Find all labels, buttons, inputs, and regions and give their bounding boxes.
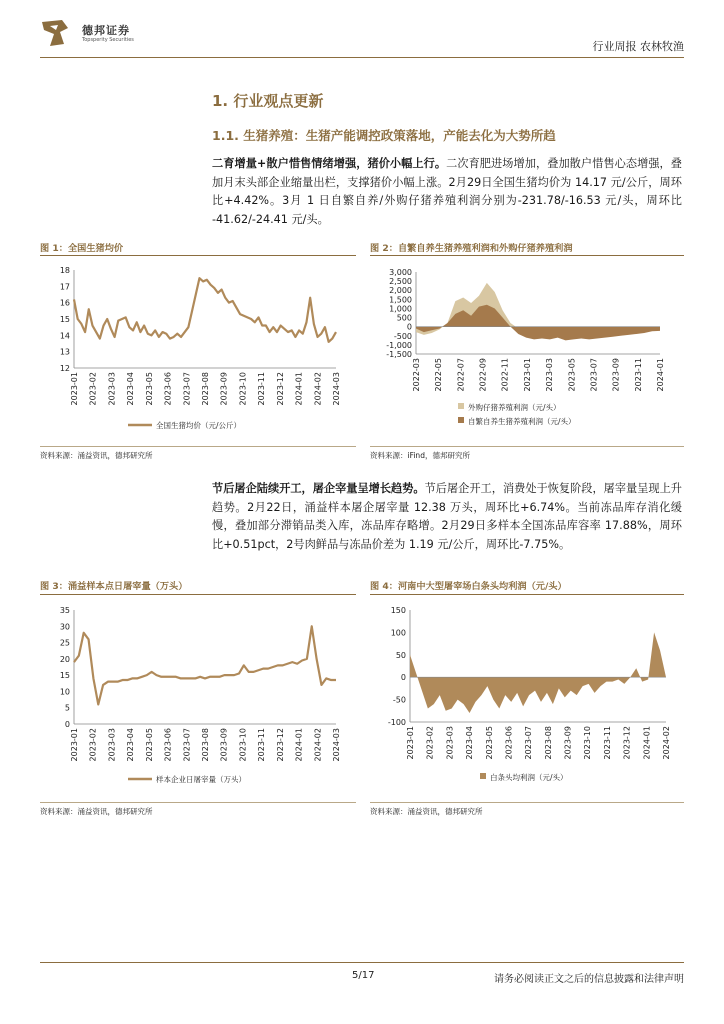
series-area — [410, 632, 666, 713]
fig1-bottom-rule — [40, 446, 356, 447]
x-tick-label: 2023-01 — [522, 358, 532, 392]
x-tick-label: 2024-01 — [656, 358, 665, 392]
x-tick-label: 2024-02 — [662, 726, 671, 760]
fig4-top-rule — [370, 594, 684, 595]
legend-label: 自繁自养生猪养殖利润（元/头） — [468, 417, 576, 426]
x-tick-label: 2023-08 — [543, 726, 553, 760]
y-tick-label: 12 — [59, 364, 70, 373]
y-tick-label: 50 — [395, 650, 406, 660]
footer-disclaimer: 请务必阅读正文之后的信息披露和法律声明 — [494, 974, 684, 985]
legend-label: 外购仔猪养殖利润（元/头） — [468, 403, 561, 412]
y-tick-label: 15 — [59, 315, 70, 324]
y-tick-label: -100 — [387, 718, 406, 727]
x-tick-label: 2023-01 — [406, 726, 415, 760]
fig4-source: 资料来源：涌益资讯，德邦研究所 — [370, 807, 483, 816]
x-tick-label: 2023-01 — [70, 372, 79, 406]
x-tick-label: 2024-02 — [313, 372, 323, 406]
fig4-title: 图 4：河南中大型屠宰场白条头均利润（元/头） — [370, 581, 567, 592]
x-tick-label: 2023-02 — [88, 728, 98, 762]
x-tick-label: 2022-03 — [412, 358, 421, 392]
x-tick-label: 2023-03 — [445, 726, 455, 760]
company-name: 德邦证券 — [82, 24, 130, 37]
y-tick-label: 14 — [59, 331, 70, 341]
x-tick-label: 2023-08 — [201, 728, 210, 762]
header-divider — [40, 57, 684, 58]
y-tick-label: 2,000 — [389, 286, 412, 296]
x-tick-label: 2023-05 — [567, 358, 577, 392]
fig3-source: 资料来源：涌益资讯，德邦研究所 — [40, 807, 153, 816]
x-tick-label: 2023-05 — [144, 372, 154, 406]
y-tick-label: 35 — [59, 606, 70, 615]
series-line — [74, 278, 336, 342]
x-tick-label: 2023-04 — [126, 728, 136, 762]
y-tick-label: 0 — [406, 322, 412, 332]
x-tick-label: 2023-05 — [144, 728, 154, 762]
section-title: 1. 行业观点更新 — [212, 92, 324, 110]
x-tick-label: 2023-03 — [545, 358, 555, 392]
x-tick-label: 2023-11 — [257, 728, 267, 762]
paragraph-2-lead: 节后屠企陆续开工，屠企宰量呈增长趋势。 — [212, 482, 425, 495]
x-tick-label: 2024-01 — [294, 728, 304, 762]
y-tick-label: 15 — [59, 671, 70, 681]
x-tick-label: 2023-05 — [484, 726, 494, 760]
fig2-chart — [370, 258, 684, 440]
x-tick-label: 2023-10 — [238, 728, 248, 762]
x-tick-label: 2022-09 — [478, 358, 488, 392]
y-tick-label: 1,500 — [389, 295, 412, 305]
paragraph-1-lead: 二育增量+散户惜售情绪增强，猪价小幅上行。 — [212, 157, 447, 170]
fig4-bottom-rule — [370, 802, 684, 803]
y-tick-label: 5 — [64, 703, 70, 713]
y-tick-label: 3,000 — [389, 268, 412, 277]
legend-swatch — [458, 403, 464, 409]
x-tick-label: 2023-11 — [257, 372, 267, 406]
fig3-chart — [40, 598, 356, 794]
paragraph-2 — [212, 480, 682, 554]
y-tick-label: 20 — [59, 654, 70, 664]
x-tick-label: 2022-07 — [456, 358, 466, 392]
section-subtitle: 1.1. 生猪养殖：生猪产能调控政策落地，产能去化为大势所趋 — [212, 128, 556, 143]
fig2-top-rule — [370, 255, 684, 256]
y-tick-label: 17 — [59, 282, 70, 292]
x-tick-label: 2023-10 — [238, 372, 248, 406]
x-tick-label: 2023-08 — [201, 372, 210, 406]
footer-divider — [40, 962, 684, 963]
y-tick-label: -500 — [393, 331, 412, 341]
y-tick-label: 0 — [400, 673, 406, 683]
legend-label: 全国生猪均价（元/公斤） — [156, 421, 242, 430]
fig3-top-rule — [40, 594, 356, 595]
company-logo — [40, 18, 72, 48]
x-tick-label: 2024-01 — [294, 372, 304, 406]
fig1-title: 图 1：全国生猪均价 — [40, 243, 124, 254]
x-tick-label: 2023-01 — [70, 728, 79, 762]
y-tick-label: 30 — [59, 622, 70, 632]
x-tick-label: 2023-12 — [275, 372, 285, 406]
fig2-title: 图 2：自繁自养生猪养殖利润和外购仔猪养殖利润 — [370, 243, 573, 254]
paragraph-2-body: 节后屠企开工，消费处于恢复阶段，屠宰量呈现上升趋势。2月22日，涌益样本屠企屠宰量 12.38 万头，周环比+6.74%。当前冻品库存消化缓慢，叠加部分滞销品类入库，冻品库存略增。2月29日多样本全国冻品库容率 17.88%，周环比+0.51pct，2号肉鲜品与冻品价差为 1.19 元/公斤，周环比-7.75%。 — [212, 482, 682, 551]
x-tick-label: 2023-02 — [88, 372, 98, 406]
legend-swatch — [480, 773, 486, 779]
series-line — [74, 626, 336, 704]
fig1-top-rule — [40, 255, 356, 256]
x-tick-label: 2023-03 — [107, 728, 117, 762]
fig3-bottom-rule — [40, 802, 356, 803]
page-number: 5/17 — [352, 970, 375, 981]
x-tick-label: 2023-09 — [611, 358, 621, 392]
fig4-chart — [370, 598, 684, 794]
x-tick-label: 2023-04 — [465, 726, 475, 760]
legend-swatch — [458, 417, 464, 423]
fig3-title: 图 3：涌益样本点日屠宰量（万头） — [40, 581, 188, 592]
x-tick-label: 2024-02 — [313, 728, 323, 762]
x-tick-label: 2023-07 — [182, 372, 192, 406]
x-tick-label: 2023-11 — [602, 726, 612, 760]
x-tick-label: 2024-01 — [642, 726, 652, 760]
x-tick-label: 2023-04 — [126, 372, 136, 406]
y-tick-label: 1,000 — [389, 304, 412, 314]
x-tick-label: 2023-06 — [504, 726, 514, 760]
x-tick-label: 2023-07 — [589, 358, 599, 392]
legend-label: 样本企业日屠宰量（万头） — [156, 775, 246, 784]
x-tick-label: 2023-06 — [163, 372, 173, 406]
x-tick-label: 2024-03 — [332, 728, 341, 762]
x-tick-label: 2023-09 — [563, 726, 573, 760]
y-tick-label: 18 — [59, 266, 70, 275]
y-tick-label: 16 — [59, 298, 70, 308]
y-tick-label: -1,000 — [386, 340, 412, 350]
x-tick-label: 2023-03 — [107, 372, 117, 406]
x-tick-label: 2023-11 — [633, 358, 643, 392]
y-tick-label: -1,500 — [386, 350, 412, 359]
legend-label: 白条头均利润（元/头） — [490, 773, 568, 782]
report-type: 行业周报 农林牧渔 — [592, 40, 684, 53]
x-tick-label: 2023-12 — [275, 728, 285, 762]
x-tick-label: 2023-12 — [622, 726, 632, 760]
y-tick-label: 25 — [59, 638, 70, 648]
y-tick-label: 2,500 — [389, 277, 412, 287]
paragraph-1-body: 二次育肥进场增加，叠加散户惜售心态增强，叠加月末头部企业缩量出栏，支撑猪价小幅上涨。2月29日全国生猪均价为 14.17 元/公斤，周环比+4.42%。3月 1 日自繁自养/外购仔猪养殖利润分别为-231.78/-16.53 元/头，周环比 -41.62/-24.41 元/头。 — [212, 157, 682, 226]
x-tick-label: 2022-11 — [500, 358, 510, 392]
y-tick-label: 0 — [64, 720, 70, 729]
y-tick-label: 10 — [59, 687, 70, 697]
x-tick-label: 2023-10 — [583, 726, 593, 760]
x-tick-label: 2024-03 — [332, 372, 341, 406]
y-tick-label: -50 — [392, 695, 406, 705]
x-tick-label: 2023-07 — [524, 726, 534, 760]
fig2-bottom-rule — [370, 446, 684, 447]
x-tick-label: 2023-06 — [163, 728, 173, 762]
x-tick-label: 2023-09 — [219, 372, 229, 406]
x-tick-label: 2023-02 — [425, 726, 435, 760]
y-tick-label: 13 — [59, 347, 70, 357]
y-tick-label: 150 — [390, 606, 406, 615]
y-tick-label: 100 — [390, 628, 406, 638]
fig1-source: 资料来源：涌益资讯，德邦研究所 — [40, 451, 153, 460]
fig1-chart — [40, 258, 356, 440]
paragraph-1 — [212, 155, 682, 229]
x-tick-label: 2023-07 — [182, 728, 192, 762]
company-name-en: Topsperity Securities — [82, 37, 134, 43]
fig2-source: 资料来源：iFind，德邦研究所 — [370, 451, 470, 460]
x-tick-label: 2022-05 — [434, 358, 444, 392]
x-tick-label: 2023-09 — [219, 728, 229, 762]
y-tick-label: 500 — [396, 313, 412, 323]
